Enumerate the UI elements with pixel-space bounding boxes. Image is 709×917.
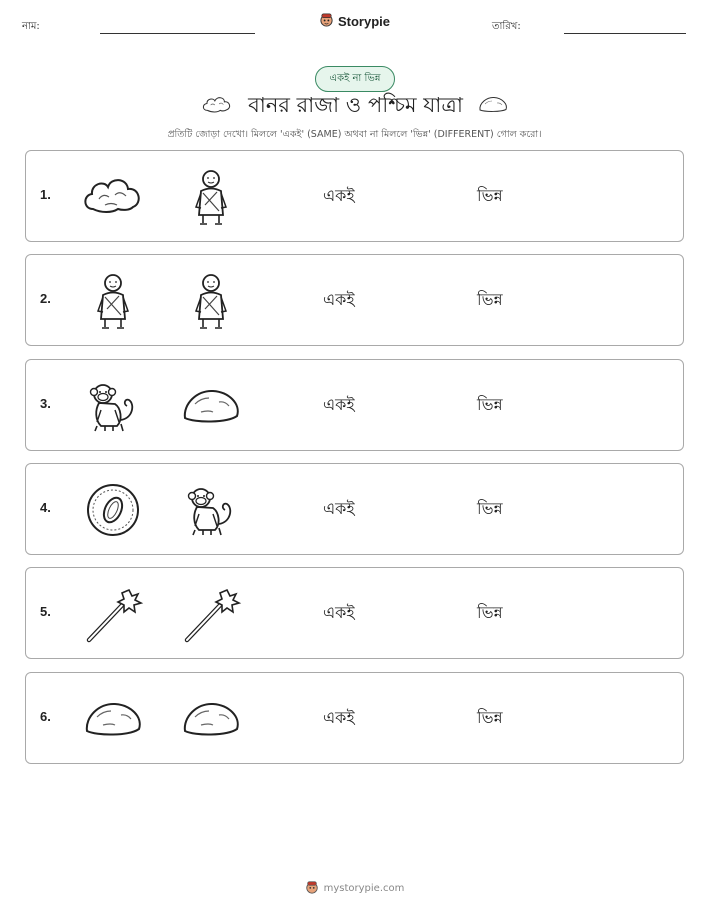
- same-option[interactable]: একই: [323, 707, 355, 727]
- question-number: 6.: [40, 708, 51, 724]
- same-option[interactable]: একই: [323, 603, 355, 623]
- question-number: 2.: [40, 291, 51, 307]
- stone-icon: [179, 374, 243, 438]
- cloud-icon: [81, 165, 145, 229]
- brand-name: Storypie: [337, 14, 390, 29]
- different-option[interactable]: ভিন্ন: [477, 603, 503, 623]
- question-number: 3.: [40, 395, 51, 411]
- storypie-mascot-icon: [305, 880, 319, 897]
- question-row: [25, 463, 684, 555]
- monkey-icon: [81, 374, 145, 438]
- different-option[interactable]: ভিন্ন: [477, 707, 503, 727]
- same-option[interactable]: একই: [323, 498, 355, 518]
- same-option[interactable]: একই: [323, 394, 355, 414]
- page-title: বানর রাজা ও পশ্চিম যাত্রা: [248, 92, 463, 117]
- footer-url[interactable]: mystorypie.com: [323, 883, 405, 894]
- stone-icon: [179, 687, 243, 751]
- monkey-icon: [179, 478, 243, 542]
- footer: [0, 880, 709, 897]
- brand-logo: [0, 12, 709, 31]
- title-row: [0, 90, 709, 122]
- question-row: [25, 672, 684, 764]
- monk-icon: [179, 269, 243, 333]
- different-option[interactable]: ভিন্ন: [477, 290, 503, 310]
- peach-icon: [81, 478, 145, 542]
- question-number: 1.: [40, 187, 51, 202]
- name-line[interactable]: [100, 33, 255, 34]
- same-option[interactable]: একই: [323, 186, 355, 205]
- name-label: নাম:: [22, 21, 40, 32]
- question-number: 5.: [40, 604, 51, 620]
- storypie-mascot-icon: [319, 12, 334, 31]
- activity-badge: একই না ভিন্ন: [315, 66, 395, 92]
- different-option[interactable]: ভিন্ন: [477, 498, 503, 518]
- different-option[interactable]: ভিন্ন: [477, 394, 503, 414]
- same-option[interactable]: একই: [323, 290, 355, 310]
- question-number: 4.: [40, 499, 51, 515]
- date-line[interactable]: [564, 33, 686, 34]
- staff-icon: [179, 582, 243, 646]
- cloud-icon: [200, 93, 234, 119]
- question-row: [25, 254, 684, 346]
- monk-icon: [179, 165, 243, 229]
- staff-icon: [81, 582, 145, 646]
- question-row: [25, 150, 684, 242]
- question-row: [25, 567, 684, 659]
- date-label: তারিখ:: [492, 21, 521, 32]
- instructions: প্রতিটি জোড়া দেখো। মিললে 'একই' (SAME) অথবা না মিললে 'ভিন্ন' (DIFFERENT) গোল করো।: [167, 129, 542, 140]
- different-option[interactable]: ভিন্ন: [477, 186, 503, 205]
- stone-icon: [81, 687, 145, 751]
- monk-icon: [81, 269, 145, 333]
- question-row: [25, 359, 684, 451]
- stone-icon: [477, 93, 509, 119]
